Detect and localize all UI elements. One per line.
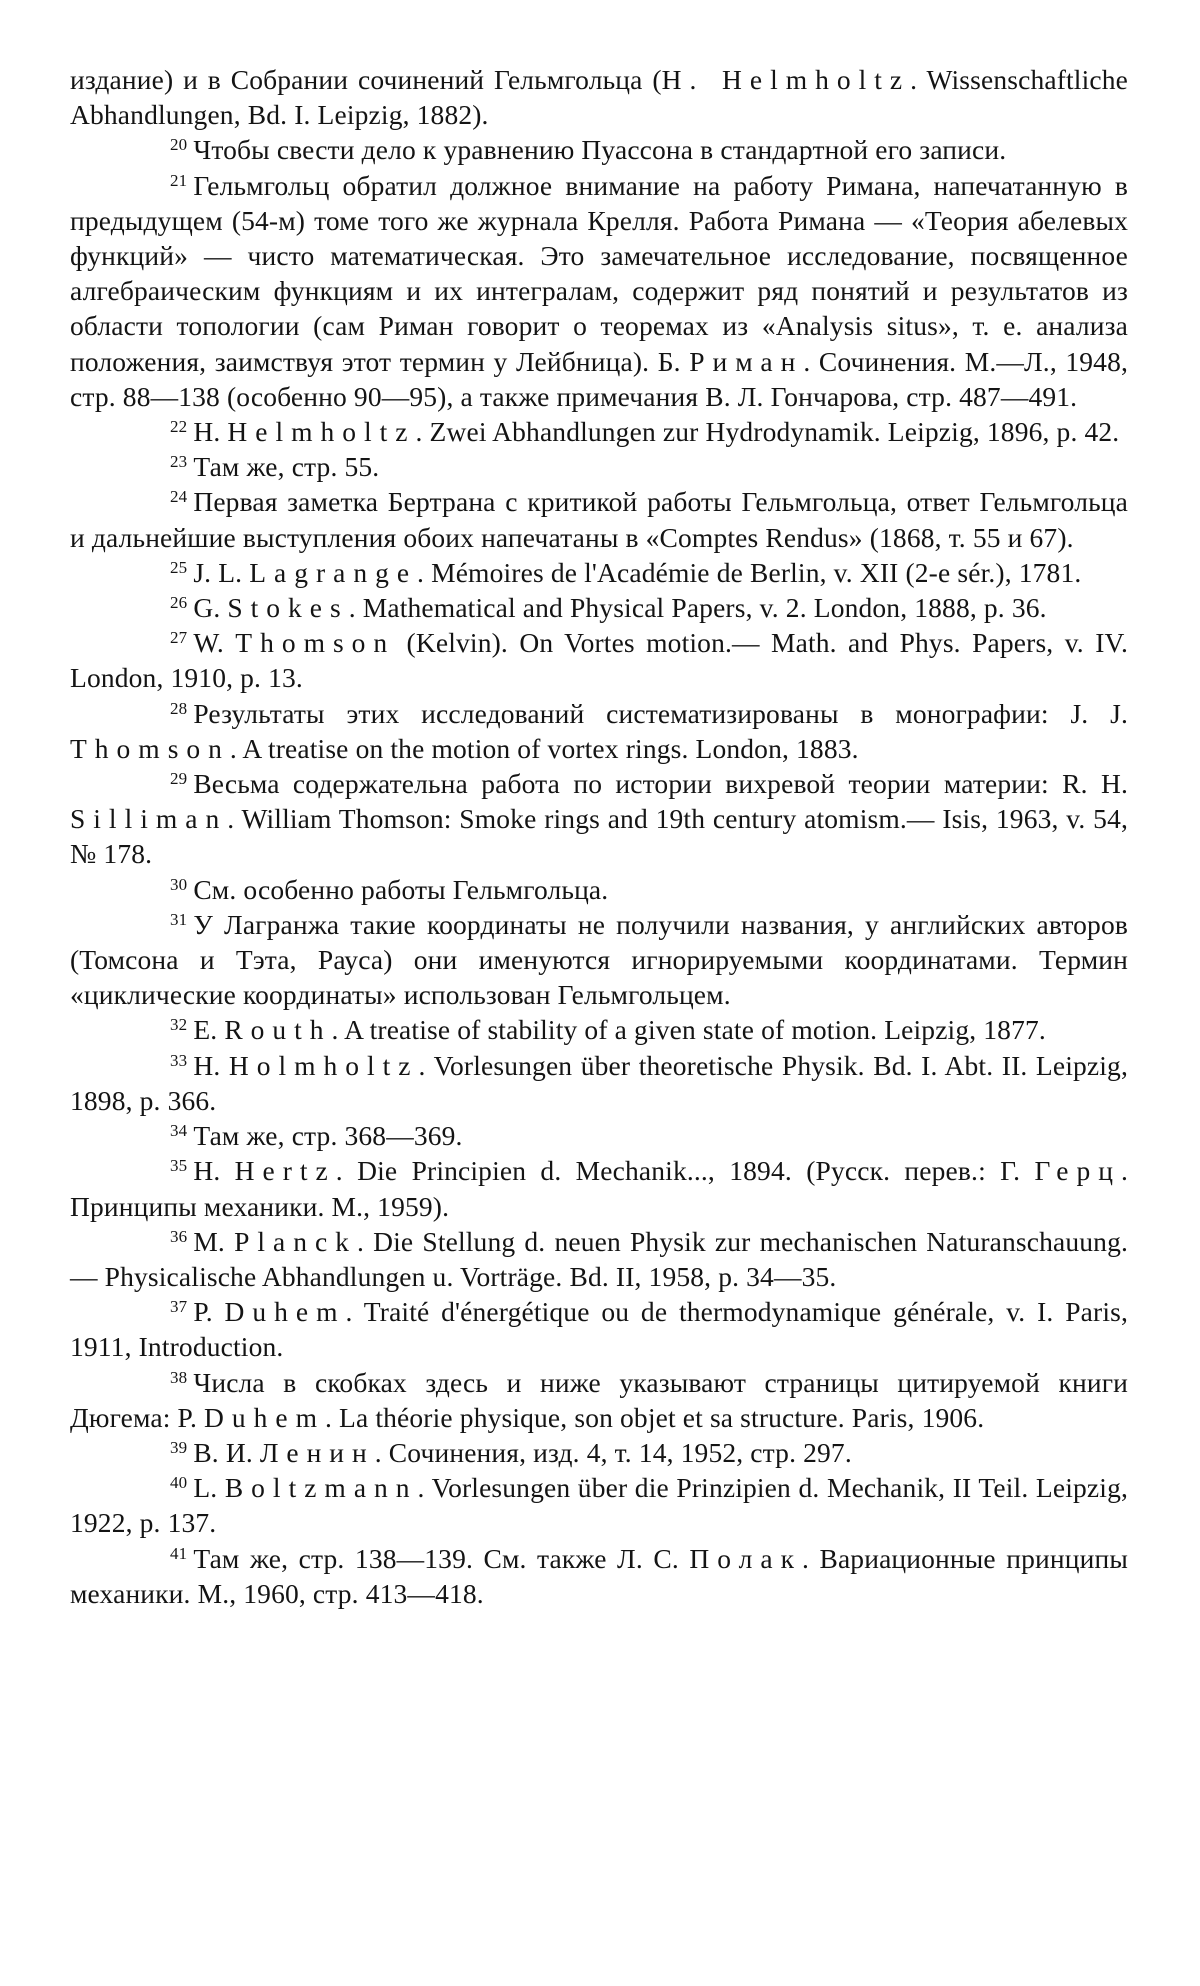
footnote-number: 25 — [170, 557, 188, 577]
footnote-number: 32 — [170, 1015, 188, 1035]
footnote-number: 36 — [170, 1226, 188, 1246]
footnote-27: $^{27}$ W. Thomson (Kelvin). On Vortes motion.— Math. and Phys. Papers, v. IV. London, 1910, p. 13. — [70, 627, 1128, 694]
footnote-30: $^{30}$ См. особенно работы Гельмгольца. — [170, 873, 609, 905]
footnote-number: 28 — [170, 698, 188, 718]
footnote-number: 22 — [170, 417, 188, 437]
footnote-number: 41 — [170, 1543, 188, 1563]
footnote-26: $^{26}$ G. Stokes. Mathematical and Physical Papers, v. 2. London, 1888, p. 36. — [170, 592, 1047, 624]
footnote-23: $^{23}$ Там же, стр. 55. — [170, 451, 380, 483]
footnote-number: 29 — [170, 769, 188, 789]
footnote-29: $^{29}$ Весьма содержательна работа по истории вихревой теории материи: R. H. Silliman. William Thomson: Smoke rings and 19th century atomism.— Isis, 1963, v. 54, № 178. — [70, 768, 1128, 870]
footnote-number: 20 — [170, 135, 188, 155]
footnote-24: $^{24}$ Первая заметка Бертрана с критикой работы Гельмгольца, ответ Гельмгольца и дальнейшие выступления обоих напечатаны в «Comptes Rendus» (1868, т. 55 и 67). — [70, 486, 1128, 553]
footnote-number: 27 — [170, 628, 188, 648]
footnote-28: $^{28}$ Результаты этих исследований систематизированы в монографии: J. J. Thomson. A treatise on the motion of vortex rings. London, 1883. — [70, 697, 1128, 764]
footnote-number: 40 — [170, 1473, 188, 1493]
footnote-number: 31 — [170, 909, 188, 929]
footnote-41: $^{41}$ Там же, стр. 138—139. См. также Л. С. Полак. Вариационные принципы механики. М., 1960, стр. 413—418. — [70, 1542, 1128, 1609]
footnote-number: 38 — [170, 1367, 188, 1387]
footnote-34: $^{34}$ Там же, стр. 368—369. — [170, 1120, 463, 1152]
footnote-number: 23 — [170, 452, 188, 472]
footnote-25: $^{25}$ J. L. Lagrange. Mémoires de l'Académie de Berlin, v. XII (2-e sér.), 1781. — [170, 556, 1082, 588]
footnote-35: $^{35}$ H. Hertz. Die Principien d. Mechanik..., 1894. (Русск. перев.: Г. Герц. Принципы механики. М., 1959). — [70, 1155, 1128, 1222]
footnote-continuation: издание) и в Собрании сочинений Гельмгольца (H. Helmholtz. Wissenschaftliche Abhandlungen, Bd. I. Leipzig, 1882). — [70, 64, 1129, 131]
footnote-number: 37 — [170, 1297, 188, 1317]
footnote-38: $^{38}$ Числа в скобках здесь и ниже указывают страницы цитируемой книги Дюгема: P. Duhem. La théorie physique, son objet et sa structure. Paris, 1906. — [70, 1366, 1128, 1433]
footnote-number: 34 — [170, 1121, 188, 1141]
footnote-number: 26 — [170, 593, 188, 613]
footnote-31: $^{31}$ У Лагранжа такие координаты не получили названия, у английских авторов (Томсона и Тэта, Рауса) они именуются игнорируемыми координатами. Термин «циклические координаты» использован Гельмгольцем. — [70, 908, 1128, 1011]
footnote-32: $^{32}$ E. Routh. A treatise of stability of a given state of motion. Leipzig, 1877. — [170, 1014, 1046, 1046]
footnote-20: $^{20}$ Чтобы свести дело к уравнению Пуассона в стандартной его записи. — [170, 134, 1007, 166]
footnote-22: $^{22}$ H. Helmholtz. Zwei Abhandlungen zur Hydrodynamik. Leipzig, 1896, p. 42. — [170, 416, 1120, 448]
footnote-33: $^{33}$ H. Holmholtz. Vorlesungen über theoretische Physik. Bd. I. Abt. II. Leipzig, 1898, p. 366. — [70, 1049, 1128, 1116]
footnote-21: $^{21}$ Гельмгольц обратил должное внимание на работу Римана, напечатанную в предыдущем (54-м) томе того же журнала Крелля. Работа Римана — «Теория абелевых функций» — чисто математическая. Это замечательное исследование, посвященное алгебраическим функциям и их интегралам, содержит ряд понятий и результатов из области топологии (сам Риман говорит о теоремах из «Analysis situs», т. е. анализа положения, заимствуя этот термин у Лейбница). Б. Риман. Сочинения. М.—Л., 1948, стр. 88—138 (особенно 90—95), а также примечания В. Л. Гончарова, стр. 487—491. — [70, 169, 1128, 412]
footnote-39: $^{39}$ В. И. Ленин. Сочинения, изд. 4, т. 14, 1952, стр. 297. — [170, 1436, 852, 1468]
footnote-number: 30 — [170, 874, 188, 894]
footnote-number: 21 — [170, 170, 188, 190]
footnote-number: 24 — [170, 487, 188, 507]
footnote-number: 39 — [170, 1437, 188, 1457]
footnote-37: $^{37}$ P. Duhem. Traité d'énergétique ou de thermodynamique générale, v. I. Paris, 1911, Introduction. — [70, 1296, 1128, 1363]
footnote-36: $^{36}$ M. Planck. Die Stellung d. neuen Physik zur mechanischen Naturanschauung.— Physicalische Abhandlungen u. Vorträge. Bd. II, 1958, p. 34—35. — [70, 1225, 1128, 1292]
footnotes-page — [70, 62, 1128, 1611]
footnote-40: $^{40}$ L. Boltzmann. Vorlesungen über die Prinzipien d. Mechanik, II Teil. Leipzig, 1922, p. 137. — [70, 1472, 1128, 1539]
footnote-number: 35 — [170, 1156, 188, 1176]
footnote-number: 33 — [170, 1050, 188, 1070]
